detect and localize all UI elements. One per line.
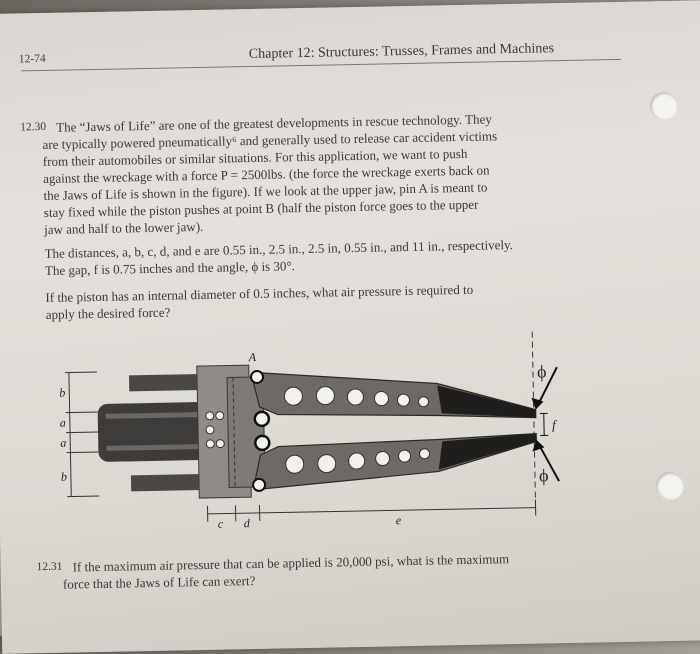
jaw-hole xyxy=(348,453,364,469)
left-dimension-line xyxy=(69,373,71,497)
chapter-title: Chapter 12: Structures: Trusses, Frames and Machines xyxy=(249,41,555,63)
problem-1231-line: If the maximum air pressure that can be applied is 20,000 psi, what is the maximum xyxy=(72,548,642,576)
frame-pin xyxy=(216,412,224,420)
problem-1230-question xyxy=(45,278,616,323)
problem-number-1231: 12.31 xyxy=(37,561,63,573)
problem-1230-line: The “Jaws of Life” are one of the greatest developments in rescue technology. They xyxy=(56,108,626,136)
question-line: apply the desired force? xyxy=(46,295,616,323)
jaw-hole xyxy=(374,391,388,405)
problem-number-1230: 12.30 xyxy=(20,121,46,133)
dim-tick xyxy=(65,372,97,373)
label-phi-top: ϕ xyxy=(537,361,547,381)
label-e: e xyxy=(396,513,402,527)
frame-pin xyxy=(216,440,224,448)
pin-b xyxy=(255,412,269,426)
label-a-pin: A xyxy=(248,350,257,364)
problem-1230-line: the Jaws of Life is shown in the figure). If we look at the upper jaw, pin A is meant to xyxy=(43,176,613,204)
label-a-top: a xyxy=(60,416,66,430)
piston-cylinder xyxy=(98,402,211,462)
frame-pin xyxy=(206,426,214,434)
page-number: 12-74 xyxy=(19,53,46,66)
binder-hole-top xyxy=(650,92,678,120)
problem-1230-line: are typically powered pneumatically⁶ and generally used to release car accident victims xyxy=(42,125,612,153)
dim-tick xyxy=(66,452,98,453)
label-a-bottom: a xyxy=(60,436,66,450)
dimensions-line: The distances, a, b, c, d, and e are 0.55 in., 2.5 in., 2.5 in, 0.55 in., and 11 in., respectively. xyxy=(44,234,614,262)
pin-b-lower xyxy=(255,436,269,450)
label-b-bottom: b xyxy=(61,470,67,484)
dim-tick xyxy=(67,496,99,497)
jaws-of-life-figure xyxy=(56,331,580,541)
problem-1230-line: jaw and half to the lower jaw). xyxy=(44,210,614,238)
jaws-diagram xyxy=(56,331,580,541)
jaw-hole xyxy=(375,451,389,465)
binder-hole-bottom xyxy=(656,472,684,500)
frame-pin xyxy=(206,412,214,420)
label-c: c xyxy=(218,517,224,531)
question-line: If the piston has an internal diameter of 0.5 inches, what air pressure is required to xyxy=(45,278,615,306)
problem-1230-line: stay fixed while the piston pushes at point B (half the piston force goes to the upper xyxy=(44,193,614,221)
dim-tick xyxy=(66,432,98,433)
bottom-dimension-line xyxy=(208,508,536,514)
label-b-top: b xyxy=(59,386,65,400)
pin-a xyxy=(251,371,263,383)
label-phi-bottom: ϕ xyxy=(539,465,549,485)
jaw-hole xyxy=(316,386,334,404)
jaw-hole xyxy=(284,387,302,405)
problem-1230-text xyxy=(56,108,628,238)
jaw-hole xyxy=(347,389,363,405)
jaw-hole xyxy=(318,454,336,472)
jaw-hole xyxy=(398,450,410,462)
problem-1231-line: force that the Jaws of Life can exert? xyxy=(63,565,633,593)
jaw-hole xyxy=(286,455,304,473)
jaw-hole xyxy=(397,394,409,406)
dimensions-line: The gap, f is 0.75 inches and the angle, ϕ is 30°. xyxy=(45,251,615,279)
pin-a-lower xyxy=(253,479,265,491)
upper-rod xyxy=(129,374,207,391)
problem-1231-text xyxy=(72,548,643,593)
problem-1230-dimensions xyxy=(44,234,615,279)
dim-tick xyxy=(66,412,98,413)
frame-pin xyxy=(206,440,214,448)
problem-1230-line: from their automobiles or similar situations. For this application, we want to push xyxy=(43,142,613,170)
jaw-hole xyxy=(418,397,428,407)
problem-1230-line: against the wreckage with a force P = 2500lbs. (the force the wreckage exerts back on xyxy=(43,159,613,187)
label-f: f xyxy=(552,417,558,432)
lower-rod xyxy=(131,474,209,491)
jaw-hole xyxy=(419,449,429,459)
label-d: d xyxy=(244,516,251,530)
